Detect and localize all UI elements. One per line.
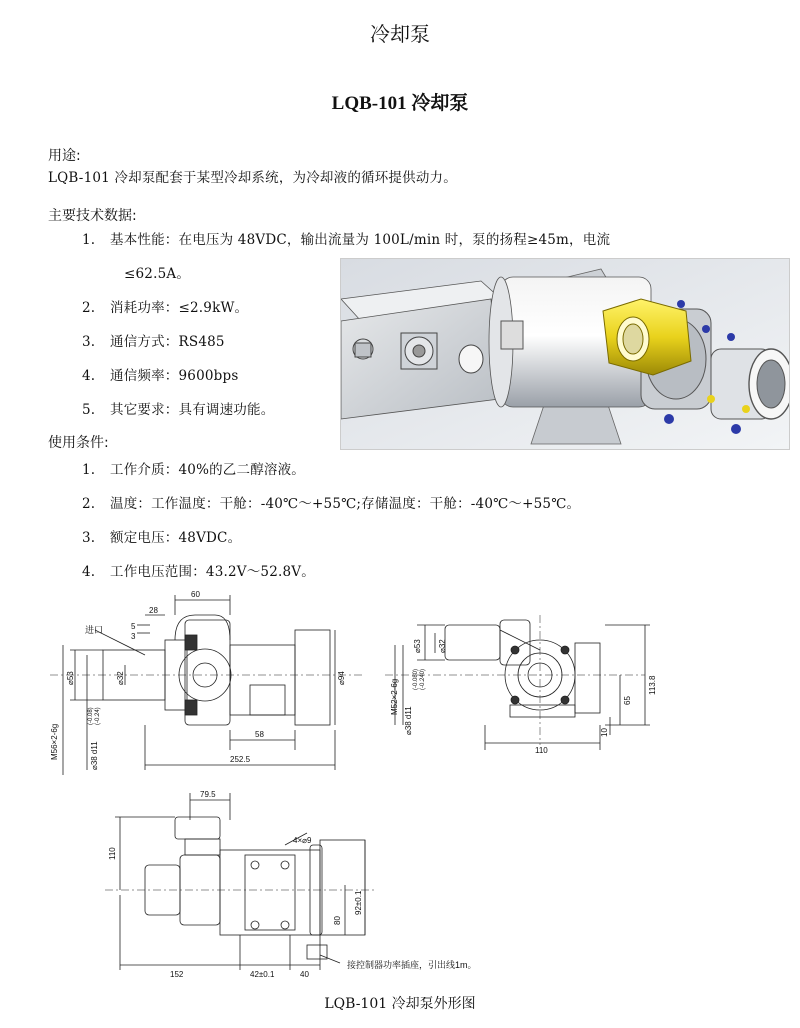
condition-num: 3. <box>82 530 96 546</box>
dim-text: 92±0.1 <box>354 890 363 915</box>
condition-text: 工作介质：40%的乙二醇溶液。 <box>110 462 306 478</box>
holes-label: 4×⌀9 <box>293 836 312 845</box>
dim-text: ⌀38 d11 <box>404 706 413 735</box>
condition-num: 1. <box>82 462 96 478</box>
dim-text: M56×2-6g <box>50 723 59 760</box>
drawing-caption: LQB-101 冷却泵外形图 <box>324 996 476 1012</box>
condition-item <box>82 560 315 580</box>
top-view <box>105 793 375 970</box>
spec-text: 通信方式：RS485 <box>110 334 225 350</box>
conditions-label: 使用条件: <box>48 435 109 451</box>
dim-text: 42±0.1 <box>250 970 275 979</box>
condition-num: 2. <box>82 496 96 512</box>
product-heading: LQB-101 冷却泵 <box>331 93 469 114</box>
spec-text: 基本性能：在电压为 48VDC，输出流量为 100L/min 时，泵的扬程≥45m，电流 <box>110 232 611 248</box>
dim-text: 10 <box>600 728 609 737</box>
dim-text: (-0.08) <box>88 707 94 725</box>
spec-num: 5. <box>82 402 96 418</box>
condition-text: 工作电压范围：43.2V～52.8V。 <box>110 564 315 580</box>
usage-text: LQB-101 冷却泵配套于某型冷却系统，为冷却液的循环提供动力。 <box>48 170 457 186</box>
condition-text: 温度：工作温度：干舱：-40℃～+55℃;存储温度：干舱：-40℃～+55℃。 <box>110 496 581 512</box>
spec-item <box>82 364 238 384</box>
condition-text: 额定电压：48VDC。 <box>110 530 242 546</box>
outline-drawing <box>45 585 745 989</box>
product-photo <box>340 258 790 450</box>
dim-text: ⌀53 <box>66 671 75 685</box>
spec-text: 消耗功率：≤2.9kW。 <box>110 300 249 316</box>
dim-text: 79.5 <box>200 790 216 799</box>
page-title: 冷却泵 <box>370 22 430 46</box>
dim-text: 60 <box>191 590 200 599</box>
spec-num: 1. <box>82 232 96 248</box>
dim-text: 40 <box>300 970 309 979</box>
dim-text: 3 <box>131 632 136 641</box>
specs-label: 主要技术数据: <box>48 208 137 224</box>
dim-text: 58 <box>255 730 264 739</box>
dim-text: (-0.240) <box>420 668 426 690</box>
spec-num: 2. <box>82 300 96 316</box>
dim-text: ⌀32 <box>438 639 447 653</box>
spec-text: 通信频率：9600bps <box>110 368 239 384</box>
spec-item <box>82 398 274 418</box>
dim-text: 110 <box>108 847 117 860</box>
dim-text: (-0.24) <box>95 707 101 725</box>
dim-text: 65 <box>623 696 632 705</box>
dim-text: ⌀53 <box>413 639 422 653</box>
condition-item <box>82 458 305 478</box>
dim-text: 113.8 <box>648 675 657 695</box>
inlet-label: 进口 <box>85 625 104 635</box>
dim-text: 152 <box>170 970 184 979</box>
dim-text: 5 <box>131 622 136 631</box>
condition-num: 4. <box>82 564 96 580</box>
dim-text: 28 <box>149 606 158 615</box>
dim-text: ⌀94 <box>337 671 346 685</box>
dim-text: (-0.080) <box>413 668 419 690</box>
dim-text: 252.5 <box>230 755 251 764</box>
spec-item <box>82 330 225 350</box>
usage-label: 用途: <box>48 148 81 164</box>
condition-item <box>82 526 241 546</box>
spec-item <box>82 228 610 248</box>
spec-num: 3. <box>82 334 96 350</box>
connector-note: 接控制器功率插座，引出线1m。 <box>347 960 477 970</box>
spec-num: 4. <box>82 368 96 384</box>
dim-text: M52×2-6g <box>390 678 399 715</box>
dim-text: 110 <box>535 746 548 755</box>
spec-text: 其它要求：具有调速功能。 <box>110 402 275 418</box>
dim-text: 80 <box>333 916 342 925</box>
dim-text: ⌀32 <box>116 671 125 685</box>
spec-item-continuation: ≤62.5A。 <box>124 266 191 282</box>
dim-text: ⌀38 d11 <box>90 741 99 770</box>
condition-item <box>82 492 580 512</box>
spec-item <box>82 296 248 316</box>
